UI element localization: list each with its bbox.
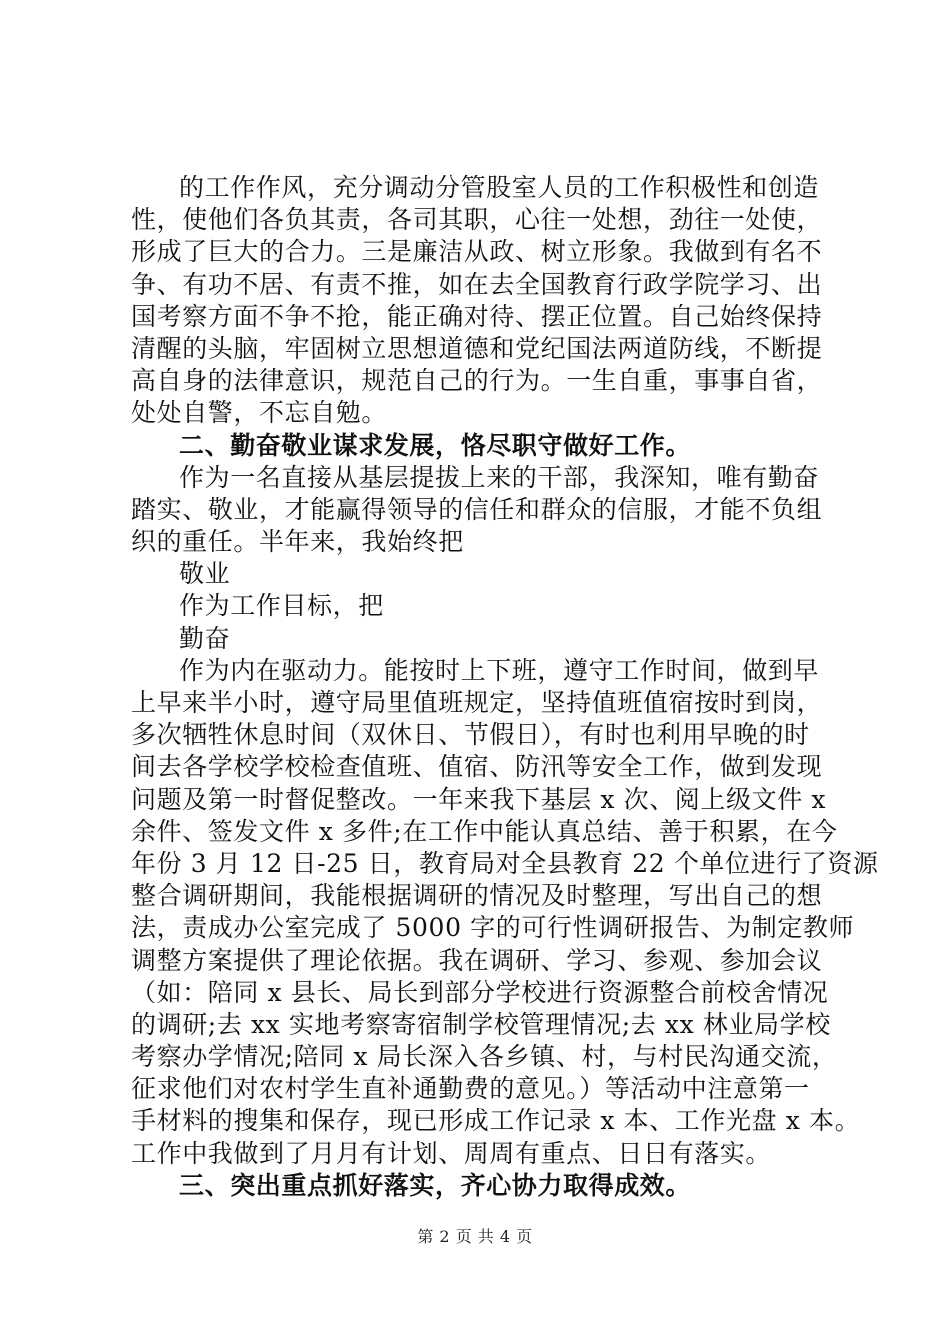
paragraph-line: 作为工作目标，把 bbox=[179, 591, 384, 621]
page-footer: 第 2 页 共 4 页 bbox=[417, 1227, 533, 1246]
paragraph-line: 作为内在驱动力。能按时上下班，遵守工作时间，做到早 bbox=[179, 655, 820, 685]
paragraph-line: 高自身的法律意识，规范自己的行为。一生自重，事事自省， bbox=[131, 366, 823, 396]
paragraph-line: 上早来半小时，遵守局里值班规定，坚持值班值宿按时到岗， bbox=[131, 688, 823, 717]
paragraph-line: 的工作作风，充分调动分管股室人员的工作积极性和创造 bbox=[179, 173, 820, 202]
paragraph-line: 手材料的搜集和保存，现已形成工作记录 x 本、工作光盘 x 本。 bbox=[131, 1106, 861, 1136]
paragraph-line: 问题及第一时督促整改。一年来我下基层 x 次、阅上级文件 x bbox=[131, 784, 827, 814]
paragraph-line: 工作中我做到了月月有计划、周周有重点、日日有落实。 bbox=[131, 1138, 772, 1168]
paragraph-line: 整合调研期间，我能根据调研的情况及时整理，写出自己的想 bbox=[131, 881, 823, 911]
paragraph-line: 征求他们对农村学生直补通勤费的意见。）等活动中注意第一 bbox=[131, 1074, 810, 1104]
paragraph-line: 形成了巨大的合力。三是廉洁从政、树立形象。我做到有名不 bbox=[131, 237, 823, 267]
paragraph-line: 性，使他们各负其责，各司其职，心往一处想，劲往一处使， bbox=[131, 205, 823, 235]
paragraph-line: 勤奋 bbox=[179, 623, 231, 653]
paragraph-line: 间去各学校学校检查值班、值宿、防汛等安全工作，做到发现 bbox=[131, 752, 823, 782]
paragraph-line: 织的重任。半年来，我始终把 bbox=[131, 527, 464, 557]
paragraph-line: （如：陪同 x 县长、局长到部分学校进行资源整合前校舍情况 bbox=[131, 977, 829, 1007]
paragraph-line: 年份 3 月 12 日-25 日，教育局对全县教育 22 个单位进行了资源 bbox=[131, 848, 879, 878]
paragraph-line: 调整方案提供了理论依据。我在调研、学习、参观、参加会议 bbox=[131, 945, 823, 975]
paragraph-line: 争、有功不居、有责不推，如在去全国教育行政学院学习、出 bbox=[131, 269, 823, 299]
paragraph-line: 法，责成办公室完成了 5000 字的可行性调研报告、为制定教师 bbox=[131, 913, 855, 943]
paragraph-line: 清醒的头脑，牢固树立思想道德和党纪国法两道防线，不断提 bbox=[131, 333, 823, 363]
paragraph-line: 国考察方面不争不抢，能正确对待、摆正位置。自己始终保持 bbox=[131, 301, 823, 331]
document-body bbox=[131, 172, 879, 1202]
paragraph-line: 敬业 bbox=[179, 559, 231, 589]
paragraph-line: 的调研;去 xx 实地考察寄宿制学校管理情况;去 xx 林业局学校 bbox=[131, 1009, 831, 1039]
paragraph-line: 处处自警，不忘自勉。 bbox=[131, 398, 388, 428]
section-heading-3: 三、突出重点抓好落实，齐心协力取得成效。 bbox=[179, 1170, 692, 1200]
paragraph-line: 踏实、敬业，才能赢得领导的信任和群众的信服，才能不负组 bbox=[131, 494, 823, 524]
paragraph-line: 考察办学情况;陪同 x 局长深入各乡镇、村，与村民沟通交流， bbox=[131, 1042, 838, 1072]
section-heading-2: 二、勤奋敬业谋求发展，恪尽职守做好工作。 bbox=[179, 430, 692, 460]
paragraph-line: 多次牺牲休息时间（双休日、节假日），有时也利用早晚的时 bbox=[131, 720, 810, 750]
paragraph-line: 作为一名直接从基层提拔上来的干部，我深知，唯有勤奋 bbox=[179, 462, 820, 492]
paragraph-line: 余件、签发文件 x 多件;在工作中能认真总结、善于积累，在今 bbox=[131, 816, 838, 846]
